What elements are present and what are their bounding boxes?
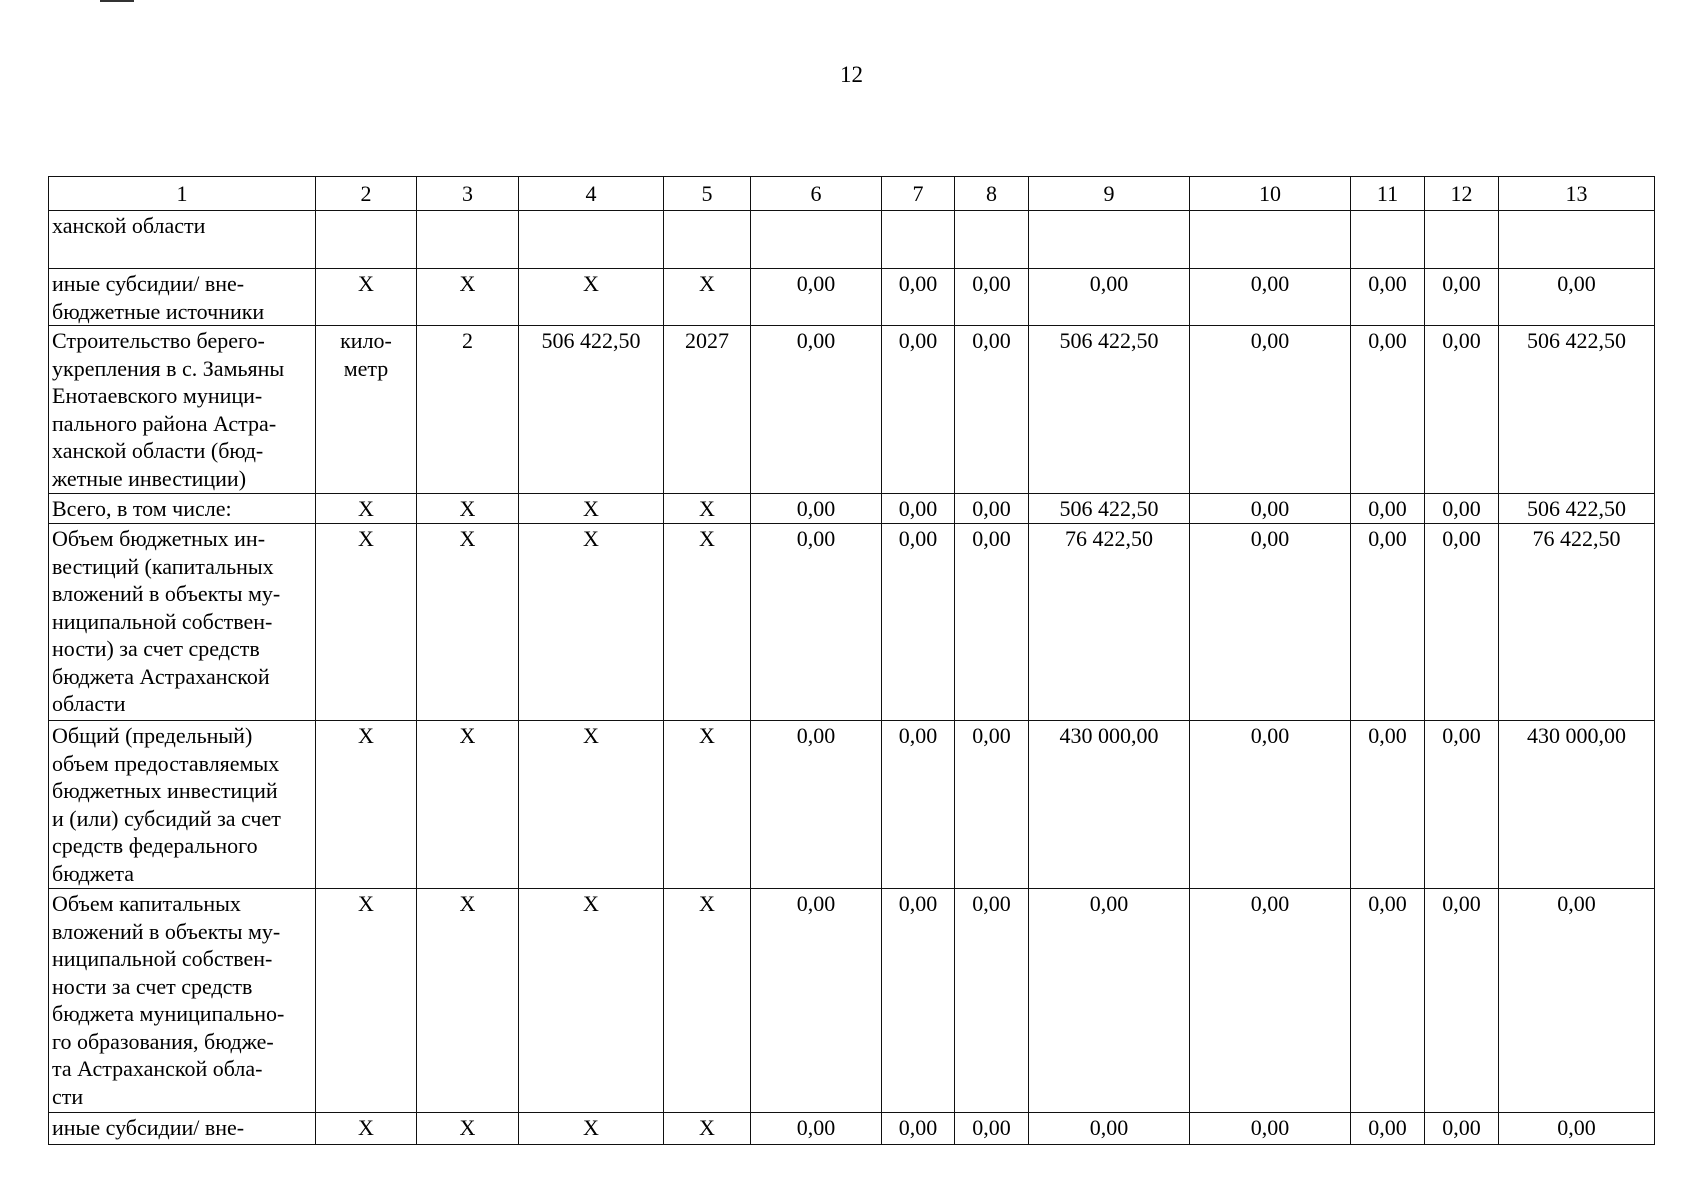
scan-mark — [100, 0, 134, 2]
row-name-line: средств федерального — [52, 833, 258, 858]
table-cell: 76 422,50 — [1029, 524, 1190, 721]
row-name-line: пального района Астра- — [52, 410, 277, 436]
table-row — [49, 889, 1655, 1113]
table-cell: 430 000,00 — [1029, 721, 1190, 889]
table-cell: 506 422,50 — [1499, 494, 1655, 524]
table-cell — [1425, 211, 1499, 269]
table-cell: 0,00 — [1190, 494, 1351, 524]
table-cell: 0,00 — [1190, 326, 1351, 494]
row-name-line: ниципальной собствен- — [52, 946, 273, 971]
row-name-line: вестиций (капитальных — [52, 553, 274, 579]
table-cell: X — [316, 1113, 417, 1145]
row-name-line: го образования, бюдже- — [52, 1028, 274, 1054]
table-cell: 0,00 — [955, 494, 1029, 524]
row-name-line: иные субсидии/ вне- — [52, 1115, 245, 1140]
row-name-line: объем предоставляемых — [52, 750, 280, 776]
table-cell: 0,00 — [751, 524, 882, 721]
table-cell: 0,00 — [1499, 889, 1655, 1113]
table-cell: 0,00 — [1425, 1113, 1499, 1145]
row-name-line: сти — [52, 1083, 84, 1109]
table-cell: X — [417, 524, 519, 721]
row-name — [49, 269, 316, 326]
table-row — [49, 269, 1655, 326]
row-name-line: Енотаевского муници- — [52, 383, 263, 408]
table-cell: X — [664, 889, 751, 1113]
table-cell: 0,00 — [1351, 721, 1425, 889]
row-name-line: Объем бюджетных ин- — [52, 526, 266, 551]
table-cell: 0,00 — [882, 494, 955, 524]
table-cell: 0,00 — [1499, 1113, 1655, 1145]
row-name-line: Строительство берего- — [52, 328, 265, 353]
table-cell: 0,00 — [1425, 889, 1499, 1113]
table-row — [49, 524, 1655, 721]
table-cell: X — [316, 524, 417, 721]
table-cell — [1351, 211, 1425, 269]
table-cell: 0,00 — [1351, 269, 1425, 326]
row-name-line: ханской области (бюд- — [52, 438, 264, 463]
table-cell: 0,00 — [882, 889, 955, 1113]
table-cell: 0,00 — [751, 326, 882, 494]
column-number: 1 — [49, 177, 316, 211]
table-cell: 0,00 — [1190, 721, 1351, 889]
table-cell: 0,00 — [1029, 269, 1190, 326]
table-cell: 430 000,00 — [1499, 721, 1655, 889]
table-cell — [519, 211, 664, 269]
table-cell: 76 422,50 — [1499, 524, 1655, 721]
table-cell: 0,00 — [1190, 524, 1351, 721]
row-name-line: та Астраханской обла- — [52, 1056, 263, 1081]
table-cell — [664, 211, 751, 269]
table-cell: 0,00 — [955, 889, 1029, 1113]
row-name-line: бюджета Астраханской — [52, 663, 270, 689]
table-cell: 0,00 — [1425, 269, 1499, 326]
column-number: 9 — [1029, 177, 1190, 211]
row-name — [49, 326, 316, 494]
table-cell: 0,00 — [955, 524, 1029, 721]
table-cell: 0,00 — [1425, 326, 1499, 494]
row-name-line: вложений в объекты му- — [52, 918, 281, 944]
budget-table — [48, 176, 1655, 1145]
table-cell: 0,00 — [882, 524, 955, 721]
column-number: 7 — [882, 177, 955, 211]
row-name — [49, 211, 316, 269]
table-cell: 0,00 — [955, 326, 1029, 494]
column-number: 8 — [955, 177, 1029, 211]
table-cell: X — [417, 721, 519, 889]
table-cell: 0,00 — [1190, 889, 1351, 1113]
table-cell — [1499, 211, 1655, 269]
table-cell: 0,00 — [955, 721, 1029, 889]
row-name-line: иные субсидии/ вне- — [52, 271, 245, 296]
row-name-line: бюджета — [52, 860, 135, 886]
table-cell: 0,00 — [1351, 326, 1425, 494]
table-cell: X — [417, 269, 519, 326]
table-body — [49, 177, 1655, 1145]
table-row — [49, 211, 1655, 269]
row-name — [49, 494, 316, 524]
column-number-row — [49, 177, 1655, 211]
table-cell: кило- метр — [316, 326, 417, 494]
row-name — [49, 1113, 316, 1145]
row-name-line: ности) за счет средств — [52, 636, 260, 661]
table-cell: 0,00 — [882, 721, 955, 889]
table-cell: X — [664, 721, 751, 889]
table-cell: 506 422,50 — [1029, 326, 1190, 494]
row-name-line: области — [52, 691, 126, 716]
table-row — [49, 326, 1655, 494]
table-cell: 0,00 — [751, 494, 882, 524]
row-name-line: жетные инвестиции) — [52, 465, 247, 491]
row-name — [49, 889, 316, 1113]
table-cell: X — [664, 494, 751, 524]
table-cell: X — [664, 1113, 751, 1145]
table-cell: 506 422,50 — [1029, 494, 1190, 524]
table-cell: X — [417, 889, 519, 1113]
table-cell: 0,00 — [882, 269, 955, 326]
column-number: 13 — [1499, 177, 1655, 211]
table-cell: X — [417, 1113, 519, 1145]
column-number: 12 — [1425, 177, 1499, 211]
table-cell: X — [664, 524, 751, 721]
column-number: 4 — [519, 177, 664, 211]
table-cell: 0,00 — [1425, 524, 1499, 721]
table-cell: 0,00 — [1425, 494, 1499, 524]
row-name-line: бюджета муниципально- — [52, 1001, 285, 1026]
table-cell: 0,00 — [1425, 721, 1499, 889]
table-cell: 0,00 — [1029, 889, 1190, 1113]
table-cell: 506 422,50 — [1499, 326, 1655, 494]
table-cell: X — [316, 494, 417, 524]
table-row — [49, 721, 1655, 889]
table-cell: 0,00 — [1029, 1113, 1190, 1145]
row-name-line: Всего, в том числе: — [52, 496, 232, 521]
table-cell: X — [519, 269, 664, 326]
table-cell: X — [316, 721, 417, 889]
row-name-line: бюджетные источники — [52, 298, 265, 324]
row-name-line: вложений в объекты му- — [52, 581, 281, 606]
table-cell: 0,00 — [751, 269, 882, 326]
table-cell — [417, 211, 519, 269]
table-cell: 0,00 — [1499, 269, 1655, 326]
table-cell: 0,00 — [1351, 524, 1425, 721]
row-name — [49, 721, 316, 889]
table-cell: X — [519, 494, 664, 524]
row-name-line: бюджетных инвестиций — [52, 778, 278, 803]
row-name-line: ханской области — [52, 213, 206, 238]
column-number: 3 — [417, 177, 519, 211]
table-cell: 0,00 — [882, 326, 955, 494]
row-name-line: Общий (предельный) — [52, 723, 253, 748]
column-number: 2 — [316, 177, 417, 211]
table-cell — [1029, 211, 1190, 269]
table-cell: 0,00 — [1190, 1113, 1351, 1145]
table-cell: X — [519, 889, 664, 1113]
table-cell: X — [519, 1113, 664, 1145]
row-name — [49, 524, 316, 721]
table-cell: X — [316, 269, 417, 326]
table-cell — [1190, 211, 1351, 269]
table-cell: 0,00 — [1190, 269, 1351, 326]
table-cell — [882, 211, 955, 269]
table-cell — [751, 211, 882, 269]
column-number: 5 — [664, 177, 751, 211]
table-cell — [316, 211, 417, 269]
table-cell: 0,00 — [955, 269, 1029, 326]
row-name-line: ниципальной собствен- — [52, 608, 273, 634]
table-cell: X — [519, 524, 664, 721]
table-cell: X — [664, 269, 751, 326]
table-cell: 0,00 — [751, 889, 882, 1113]
table-cell: 0,00 — [1351, 889, 1425, 1113]
row-name-line: ности за счет средств — [52, 973, 253, 999]
row-name-line: укрепления в с. Замьяны — [52, 355, 285, 381]
table-cell: X — [316, 889, 417, 1113]
column-number: 10 — [1190, 177, 1351, 211]
page-number: 12 — [840, 62, 863, 87]
table-cell: X — [417, 494, 519, 524]
table-cell: 2 — [417, 326, 519, 494]
table-cell: X — [519, 721, 664, 889]
table-cell: 2027 — [664, 326, 751, 494]
column-number: 11 — [1351, 177, 1425, 211]
table-cell: 0,00 — [882, 1113, 955, 1145]
table-cell: 0,00 — [751, 721, 882, 889]
row-name-line: Объем капитальных — [52, 891, 241, 916]
table-cell: 0,00 — [955, 1113, 1029, 1145]
table-cell: 0,00 — [1351, 1113, 1425, 1145]
row-name-line: и (или) субсидий за счет — [52, 805, 281, 831]
table-cell: 0,00 — [751, 1113, 882, 1145]
table-row — [49, 494, 1655, 524]
table-cell — [955, 211, 1029, 269]
column-number: 6 — [751, 177, 882, 211]
table-cell: 506 422,50 — [519, 326, 664, 494]
table-cell: 0,00 — [1351, 494, 1425, 524]
table-row — [49, 1113, 1655, 1145]
